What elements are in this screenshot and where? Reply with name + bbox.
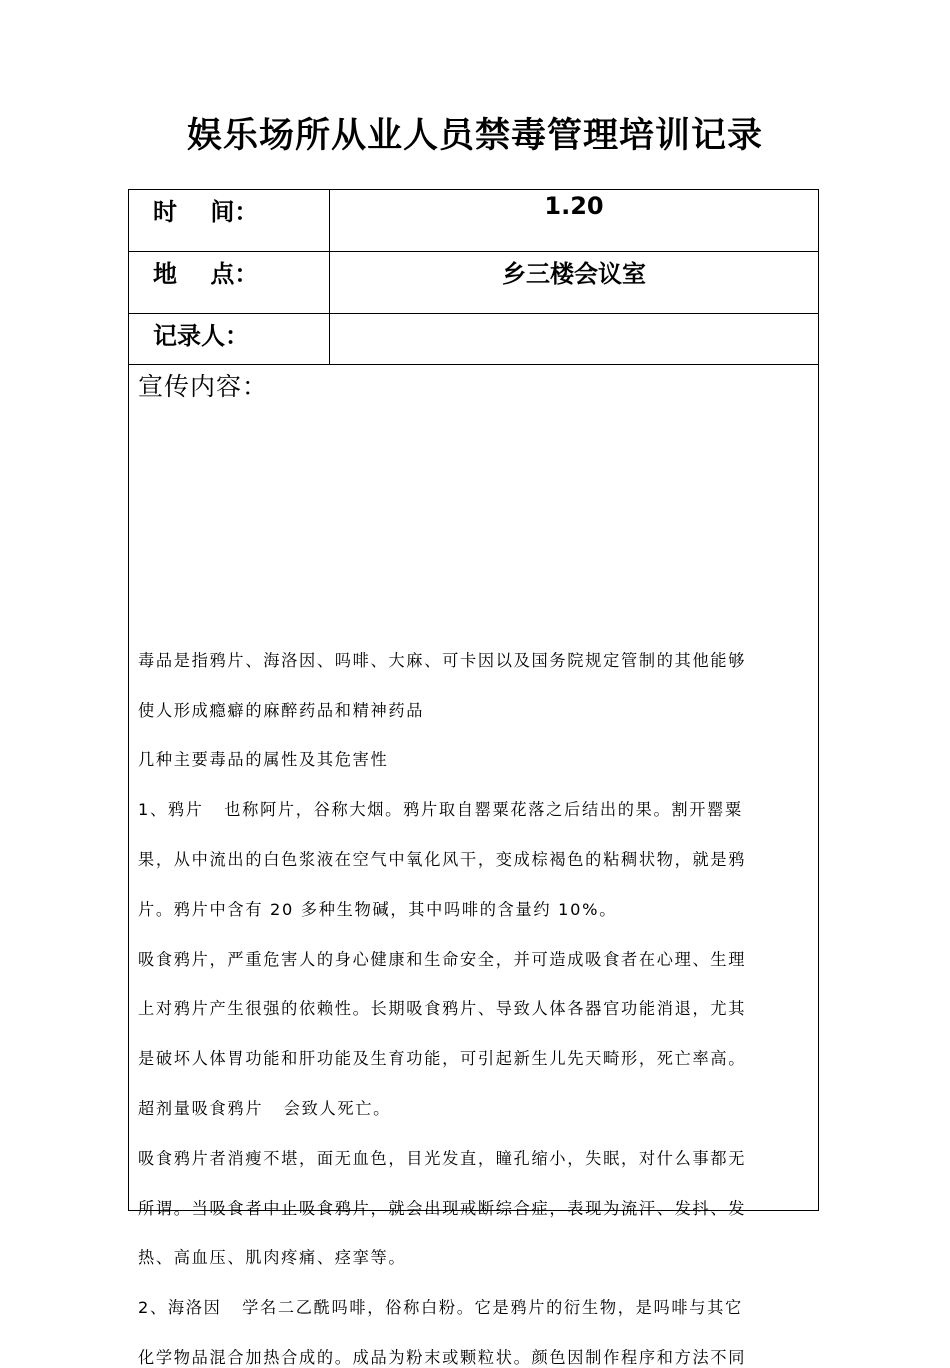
place-row	[129, 252, 818, 314]
time-value: 1.20	[544, 192, 604, 220]
place-value: 乡三楼会议室	[502, 260, 646, 288]
content-line: 毒品是指鸦片、海洛因、吗啡、大麻、可卡因以及国务院规定管制的其他能够	[138, 651, 747, 670]
recorder-row	[129, 314, 818, 365]
content-line: 2、海洛因 学名二乙酰吗啡，俗称白粉。它是鸦片的衍生物，是吗啡与其它	[138, 1298, 743, 1317]
time-label: 时 间：	[153, 198, 259, 226]
recorder-label: 记录人：	[153, 322, 249, 350]
content-line: 热、高血压、肌肉疼痛、痉挛等。	[138, 1248, 407, 1267]
content-line: 使人形成瘾癖的麻醉药品和精神药品	[138, 701, 425, 720]
content-line: 吸食鸦片，严重危害人的身心健康和生命安全，并可造成吸食者在心理、生理	[138, 950, 747, 969]
page-title: 娱乐场所从业人员禁毒管理培训记录	[186, 116, 763, 156]
training-record-form	[128, 189, 819, 1367]
content-line: 果，从中流出的白色浆液在空气中氧化风干，变成棕褐色的粘稠状物，就是鸦	[138, 850, 747, 869]
content-line: 所谓。当吸食者中止吸食鸦片，就会出现戒断综合症，表现为流汗、发抖、发	[138, 1199, 747, 1218]
content-line: 片。鸦片中含有 20 多种生物碱，其中吗啡的含量约 10%。	[138, 900, 618, 919]
content-line: 几种主要毒品的属性及其危害性	[138, 750, 389, 769]
recorder-value-cell	[330, 314, 818, 364]
content-line: 1、鸦片 也称阿片，谷称大烟。鸦片取自罂粟花落之后结出的果。割开罂粟	[138, 800, 743, 819]
content-line: 化学物品混合加热合成的。成品为粉末或颗粒状。颜色因制作程序和方法不同	[138, 1348, 747, 1367]
recorder-label-cell	[129, 314, 330, 364]
content-heading: 宣传内容：	[138, 372, 269, 401]
place-label: 地 点：	[153, 260, 259, 288]
time-value-cell	[330, 190, 818, 251]
content-line: 超剂量吸食鸦片 会致人死亡。	[138, 1099, 392, 1118]
place-value-cell	[330, 252, 818, 313]
content-line: 上对鸦片产生很强的依赖性。长期吸食鸦片、导致人体各器官功能消退，尤其	[138, 999, 747, 1018]
place-label-cell	[129, 252, 330, 313]
time-row	[129, 190, 818, 252]
time-label-cell	[129, 190, 330, 251]
content-section	[129, 365, 818, 1367]
content-line: 吸食鸦片者消瘦不堪，面无血色，目光发直，瞳孔缩小，失眠，对什么事都无	[138, 1149, 747, 1168]
content-line: 是破坏人体胃功能和肝功能及生育功能，可引起新生儿先天畸形，死亡率高。	[138, 1049, 747, 1068]
